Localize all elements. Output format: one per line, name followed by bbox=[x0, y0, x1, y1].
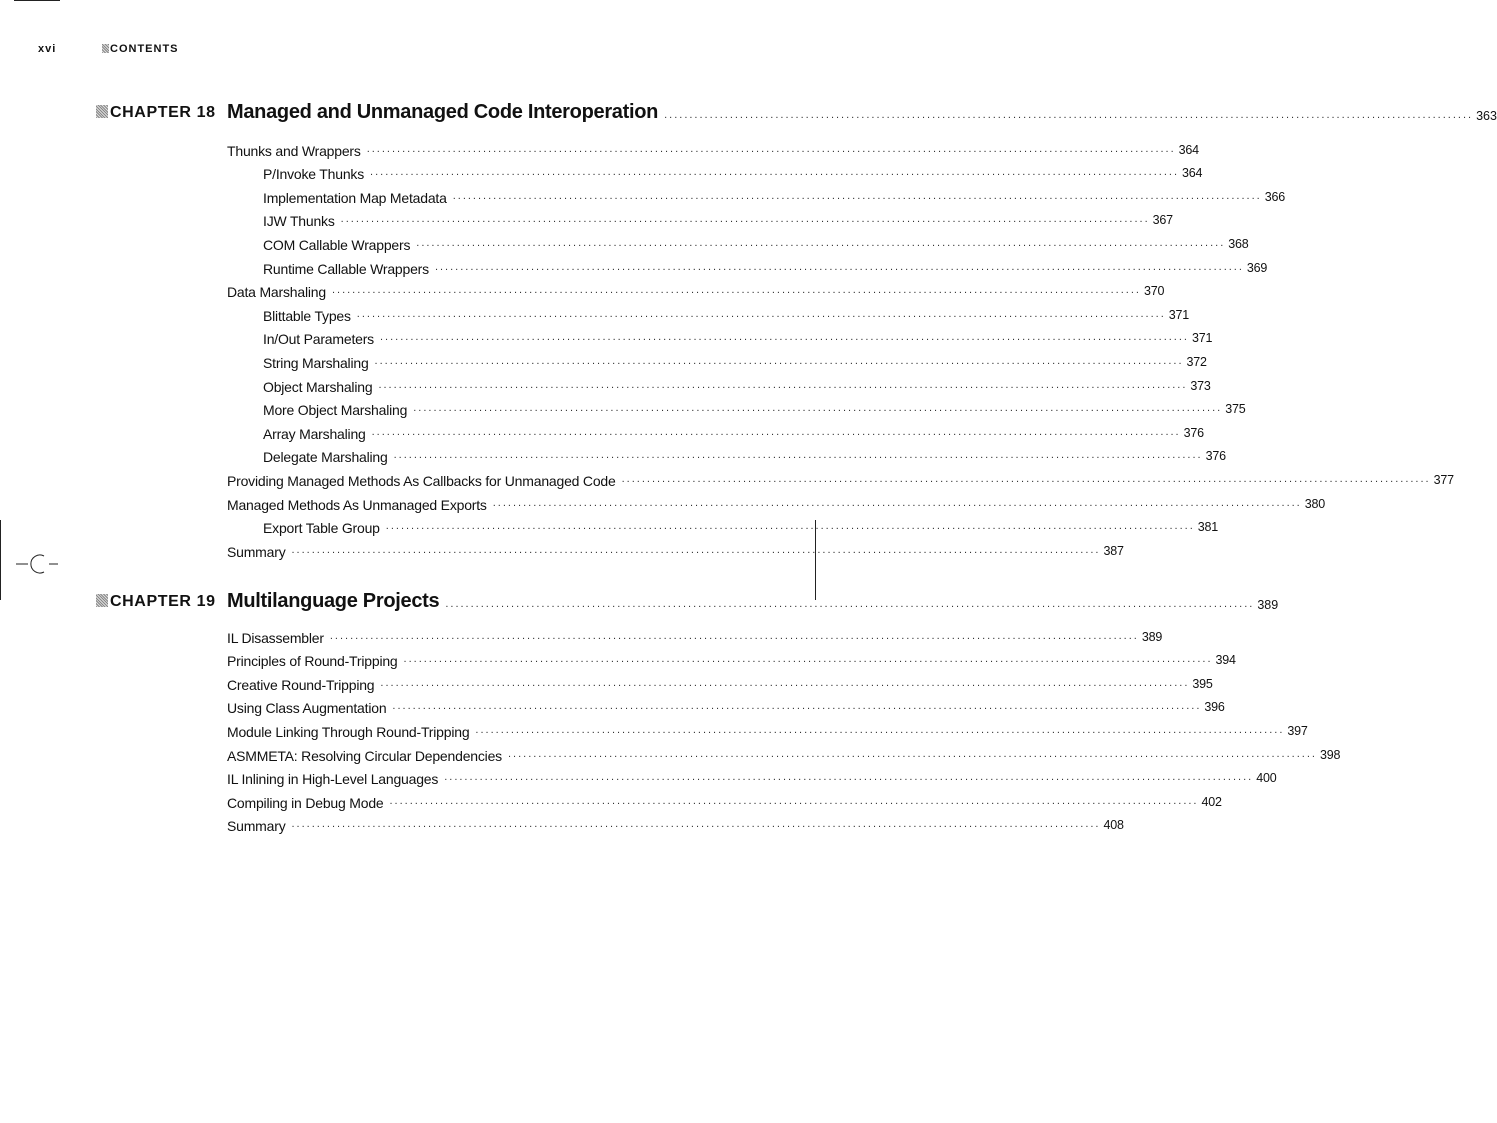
entry-page: 408 bbox=[1103, 818, 1124, 833]
entry-page: 370 bbox=[1143, 284, 1165, 299]
entry-page: 400 bbox=[1256, 771, 1277, 786]
toc-entry[interactable] bbox=[227, 135, 1199, 159]
entry-title: Object Marshaling bbox=[263, 378, 373, 395]
chapter-label-text: CHAPTER 19 bbox=[110, 593, 216, 610]
chapter-title: Managed and Unmanaged Code Interoperation bbox=[227, 101, 659, 123]
dot-leader: ................................................................................................................................................................ bbox=[389, 794, 1199, 807]
entry-title: Runtime Callable Wrappers bbox=[263, 260, 429, 277]
entry-title: Summary bbox=[227, 543, 286, 560]
dot-leader: ................................................................................................................................................................ bbox=[403, 653, 1213, 666]
chapter-title: Multilanguage Projects bbox=[227, 590, 440, 612]
entry-page: 389 bbox=[1141, 629, 1163, 644]
entry-page: 376 bbox=[1205, 449, 1226, 464]
entry-page: 367 bbox=[1152, 213, 1173, 228]
toc-entry[interactable] bbox=[227, 513, 1219, 537]
entry-title: Implementation Map Metadata bbox=[263, 189, 447, 206]
dot-leader: ................................................................................................................................................................ bbox=[380, 676, 1190, 689]
toc-entry[interactable] bbox=[227, 229, 1249, 253]
dot-leader: ................................................................................................................................................................ bbox=[413, 402, 1223, 415]
chapter-label-text: CHAPTER 18 bbox=[110, 104, 216, 121]
entry-title: Export Table Group bbox=[263, 520, 380, 537]
registration-mark-icon bbox=[14, 550, 60, 580]
entry-page: 381 bbox=[1197, 520, 1219, 535]
entry-title: ASMMETA: Resolving Circular Dependencies bbox=[227, 747, 502, 764]
toc-entry[interactable] bbox=[227, 646, 1236, 670]
dot-leader: ................................................................................................................................................................ bbox=[371, 425, 1181, 438]
dot-leader: ................................................................................................................................................................ bbox=[452, 189, 1262, 202]
entry-title: IL Disassembler bbox=[227, 629, 324, 646]
entry-title: Using Class Augmentation bbox=[227, 700, 387, 717]
dot-leader: ................................................................................................................................................................ bbox=[366, 142, 1176, 155]
entry-title: Data Marshaling bbox=[227, 284, 326, 301]
toc-entry[interactable] bbox=[227, 716, 1308, 740]
page-number-folio: xvi bbox=[38, 43, 57, 55]
entry-title: Managed Methods As Unmanaged Exports bbox=[227, 496, 487, 513]
dot-leader: ................................................................................................................................................................ bbox=[444, 771, 1254, 784]
entry-title: More Object Marshaling bbox=[263, 402, 408, 419]
entry-title: Providing Managed Methods As Callbacks for Unmanaged Code bbox=[227, 472, 616, 489]
dot-leader: ................................................................................................................................................................ bbox=[385, 520, 1195, 533]
entry-page: 364 bbox=[1178, 142, 1199, 157]
entry-page: 402 bbox=[1201, 794, 1222, 809]
dot-leader: ................................................................................................................................................................ bbox=[507, 747, 1317, 760]
toc-entry[interactable] bbox=[227, 465, 1454, 489]
entry-title: COM Callable Wrappers bbox=[263, 236, 411, 253]
toc-entry[interactable] bbox=[227, 418, 1204, 442]
entry-page: 375 bbox=[1225, 402, 1246, 417]
entry-title: IL Inlining in High-Level Languages bbox=[227, 771, 439, 788]
entry-title: P/Invoke Thunks bbox=[263, 166, 365, 183]
toc-entry[interactable] bbox=[227, 347, 1207, 371]
toc-entry[interactable] bbox=[227, 764, 1277, 788]
entry-page: 371 bbox=[1168, 307, 1190, 322]
dot-leader: ................................................................................................................................................................ bbox=[392, 700, 1202, 713]
chapter-label bbox=[96, 593, 216, 611]
toc-entry[interactable] bbox=[227, 159, 1203, 183]
dot-leader: ................................................................................................................................................................ bbox=[393, 449, 1203, 462]
entry-title: String Marshaling bbox=[263, 354, 369, 371]
toc-entry[interactable] bbox=[227, 182, 1285, 206]
toc-entry[interactable] bbox=[227, 395, 1246, 419]
entry-title: Thunks and Wrappers bbox=[227, 142, 361, 159]
dot-leader: ................................................................................................................................................................ bbox=[475, 723, 1285, 736]
entry-page: 369 bbox=[1246, 260, 1268, 275]
entry-page: 364 bbox=[1182, 166, 1203, 181]
entry-title: Summary bbox=[227, 818, 286, 835]
toc-entry[interactable] bbox=[227, 489, 1325, 513]
entry-page: 371 bbox=[1191, 331, 1213, 346]
running-head-text: CONTENTS bbox=[110, 43, 179, 55]
entry-page: 397 bbox=[1287, 723, 1308, 738]
toc-entry[interactable] bbox=[227, 442, 1226, 466]
toc-entry[interactable] bbox=[227, 740, 1341, 764]
entry-page: 377 bbox=[1433, 472, 1454, 487]
dot-leader: ................................................................................................................................................................ bbox=[378, 378, 1188, 391]
entry-page: 366 bbox=[1264, 189, 1285, 204]
toc-entry[interactable] bbox=[227, 787, 1222, 811]
entry-page: 398 bbox=[1319, 747, 1341, 762]
dot-leader: ................................................................................................................................................................ bbox=[416, 236, 1226, 249]
entry-title: In/Out Parameters bbox=[263, 331, 374, 348]
dot-leader: ................................................................................................................................................................ bbox=[356, 307, 1166, 320]
entry-page: 380 bbox=[1304, 496, 1325, 511]
chapter-page: 389 bbox=[1257, 598, 1279, 612]
entry-page: 394 bbox=[1215, 653, 1236, 668]
toc-entry[interactable] bbox=[227, 693, 1225, 717]
dot-leader: ................................................................................................................................................................ bbox=[621, 472, 1431, 485]
entry-title: Creative Round-Tripping bbox=[227, 676, 375, 693]
entry-page: 396 bbox=[1204, 700, 1225, 715]
entry-title: Principles of Round-Tripping bbox=[227, 653, 398, 670]
chapter-18-entries bbox=[227, 135, 1454, 560]
toc-entry[interactable] bbox=[227, 277, 1165, 301]
swatch-icon bbox=[102, 44, 109, 53]
crop-mark-left-upper bbox=[0, 520, 1, 600]
entry-title: Blittable Types bbox=[263, 307, 351, 324]
dot-leader: ................................................................................................................................................................ bbox=[445, 598, 1255, 610]
toc-entry[interactable] bbox=[227, 253, 1268, 277]
chapter-title-row[interactable] bbox=[227, 98, 1497, 124]
toc-entry[interactable] bbox=[227, 536, 1124, 560]
entry-title: Delegate Marshaling bbox=[263, 449, 388, 466]
dot-leader: ................................................................................................................................................................ bbox=[379, 331, 1189, 344]
dot-leader: ................................................................................................................................................................ bbox=[329, 629, 1139, 642]
toc-entry[interactable] bbox=[227, 622, 1163, 646]
dot-leader: ................................................................................................................................................................ bbox=[434, 260, 1244, 273]
toc-entry[interactable] bbox=[227, 811, 1124, 835]
toc-entry[interactable] bbox=[227, 300, 1190, 324]
chapter-label bbox=[96, 104, 216, 122]
dot-leader: ................................................................................................................................................................ bbox=[331, 284, 1141, 297]
entry-page: 373 bbox=[1190, 378, 1211, 393]
running-head bbox=[102, 43, 179, 55]
entry-page: 395 bbox=[1192, 676, 1213, 691]
chapter-19-entries bbox=[227, 622, 1341, 835]
chapter-title-row[interactable] bbox=[227, 587, 1279, 613]
entry-page: 387 bbox=[1103, 543, 1124, 558]
dot-leader: ................................................................................................................................................................ bbox=[291, 818, 1101, 831]
entry-page: 376 bbox=[1183, 425, 1204, 440]
toc-entry[interactable] bbox=[227, 371, 1211, 395]
swatch-icon bbox=[96, 594, 108, 607]
swatch-icon bbox=[96, 105, 108, 118]
crop-mark-top-left bbox=[14, 0, 60, 1]
dot-leader: ................................................................................................................................................................ bbox=[492, 496, 1302, 509]
toc-entry[interactable] bbox=[227, 206, 1173, 230]
toc-entry[interactable] bbox=[227, 324, 1213, 348]
toc-entry[interactable] bbox=[227, 669, 1213, 693]
dot-leader: ................................................................................................................................................................ bbox=[664, 109, 1474, 121]
entry-title: Compiling in Debug Mode bbox=[227, 794, 384, 811]
dot-leader: ................................................................................................................................................................ bbox=[370, 166, 1180, 179]
entry-title: Module Linking Through Round-Tripping bbox=[227, 723, 470, 740]
entry-title: IJW Thunks bbox=[263, 213, 335, 230]
chapter-page: 363 bbox=[1476, 109, 1497, 123]
dot-leader: ................................................................................................................................................................ bbox=[340, 213, 1150, 226]
dot-leader: ................................................................................................................................................................ bbox=[374, 354, 1184, 367]
entry-title: Array Marshaling bbox=[263, 425, 366, 442]
entry-page: 372 bbox=[1186, 354, 1207, 369]
entry-page: 368 bbox=[1228, 236, 1249, 251]
dot-leader: ................................................................................................................................................................ bbox=[291, 543, 1101, 556]
